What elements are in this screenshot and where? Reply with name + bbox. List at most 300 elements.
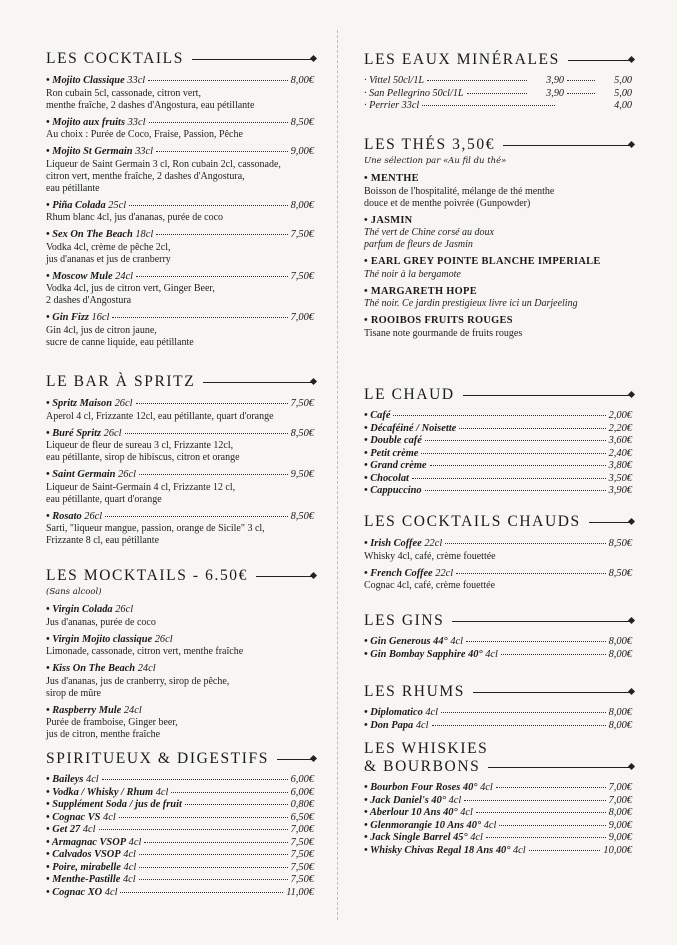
item-description: Cognac 4cl, café, crème fouettée: [364, 580, 496, 591]
menu-item: [46, 200, 314, 225]
item-price: 10,00€: [603, 844, 632, 856]
item-line: [46, 887, 314, 900]
item-size: 4cl: [482, 648, 498, 660]
item-name-text: • Aberlour 10 Ans 40°: [364, 807, 458, 818]
item-line: [46, 824, 314, 837]
item-line: [46, 787, 314, 800]
item-name: [364, 485, 422, 498]
item-line: [364, 215, 632, 228]
dot-leader: [105, 516, 287, 517]
dot-leader: [456, 573, 605, 574]
dot-leader: [425, 440, 606, 441]
dot-leader: [156, 234, 287, 235]
dot-leader: [432, 725, 606, 726]
item-name-text: • Chocolat: [364, 472, 409, 484]
dot-leader: [459, 428, 605, 429]
item-name-text: • Raspberry Mule: [46, 704, 122, 716]
item-name-text: • Don Papa: [364, 719, 414, 731]
item-price-large: 5,00: [614, 75, 632, 86]
dot-leader: [185, 804, 288, 805]
item-name: [364, 423, 456, 436]
item-size: 25cl: [105, 199, 127, 211]
item-name-text: • Armagnac VSOP: [46, 836, 127, 848]
menu-item: [46, 824, 314, 837]
item-description: Liqueur de Saint-Germain 4 cl, Frizzante 12 cl,: [46, 481, 236, 493]
item-description: parfum de fleurs de Jasmin: [364, 239, 473, 250]
item-size: 4cl: [467, 832, 483, 843]
item-name-text: · Vittel 50cl/1L: [364, 75, 425, 86]
section-title: LE BAR À SPRITZ: [46, 373, 314, 391]
item-line: [364, 845, 632, 858]
item-name-text: • Mojito St Germain: [46, 146, 133, 157]
item-name-text: • Piña Colada: [46, 199, 106, 211]
item-line: [364, 473, 632, 486]
dot-leader: [102, 779, 288, 780]
item-name: [46, 862, 136, 875]
dot-leader: [125, 433, 288, 434]
item-name-text: • Diplomatico: [364, 707, 423, 718]
item-name: [46, 705, 142, 718]
item-line: [364, 795, 632, 808]
menu-item: [46, 469, 314, 506]
item-line: [46, 774, 314, 787]
dot-leader: [421, 453, 605, 454]
item-line: [364, 256, 632, 269]
item-size: 4cl: [120, 874, 136, 885]
item-name: [46, 787, 168, 800]
item-name-text: • Décaféiné / Noisette: [364, 422, 457, 434]
item-name-text: • Menthe-Pastille: [46, 874, 121, 885]
item-line: [364, 286, 632, 299]
item-line: [364, 410, 632, 423]
item-description: douce et de menthe poivrée (Gunpowder): [364, 197, 531, 209]
item-price: 8,00€: [608, 719, 632, 731]
item-name-text: • Bourbon Four Roses 40°: [364, 782, 478, 793]
menu-item: [364, 448, 632, 461]
item-price: 2,40€: [608, 447, 632, 459]
item-description: Vodka 4cl, crème de pêche 2cl,: [46, 241, 171, 253]
item-price: 3,80€: [608, 460, 632, 471]
item-price: 3,90€: [608, 485, 632, 496]
item-size: 4cl: [445, 794, 462, 806]
item-price-large: 4,00: [614, 100, 632, 111]
item-size: 4cl: [153, 786, 169, 798]
dot-leader: [139, 879, 288, 880]
item-size: 4cl: [457, 807, 473, 818]
section-title: LES WHISKIES & BOURBONS: [364, 740, 632, 776]
item-name: [364, 707, 438, 720]
menu-item: [364, 286, 632, 311]
item-line: [364, 315, 632, 328]
item-line: [364, 75, 632, 88]
section-whiskies: [364, 740, 632, 857]
item-price: 7,50€: [290, 861, 314, 873]
section-rhums: [364, 683, 632, 732]
item-name: [46, 200, 126, 213]
menu-item: [364, 538, 632, 563]
section-title: LES EAUX MINÉRALES: [364, 51, 632, 69]
dot-leader: [412, 478, 606, 479]
item-name-text: • EARL GREY POINTE BLANCHE IMPERIALE: [364, 256, 601, 267]
item-name-text: · San Pellegrino 50cl/1L: [364, 87, 464, 99]
item-description: eau pétillante: [46, 182, 100, 194]
item-name-text: • Jack Single Barrel 45°: [364, 832, 468, 843]
section-spritz: [46, 373, 314, 547]
item-line: [364, 820, 632, 833]
item-price: 8,00€: [608, 807, 632, 818]
item-description: Liqueur de Saint Germain 3 cl, Ron cubain 2cl, cassonade,: [46, 158, 281, 170]
menu-item: [46, 887, 314, 900]
menu-item: [364, 782, 632, 795]
menu-item: [364, 636, 632, 649]
dot-leader: [393, 415, 605, 416]
item-name-text: • Cappuccino: [364, 485, 422, 496]
dot-leader: [120, 892, 283, 893]
item-name-text: • Virgin Colada: [46, 604, 113, 615]
item-size: 22cl: [432, 567, 454, 579]
item-line: [46, 117, 314, 130]
item-line: [364, 460, 632, 473]
item-name: [46, 887, 117, 900]
menu-item: [46, 229, 314, 266]
item-price: 9,00€: [608, 832, 632, 843]
item-line: [364, 485, 632, 498]
item-size: 4cl: [120, 849, 136, 860]
item-name-text: • MARGARETH HOPE: [364, 285, 477, 297]
item-description: Jus d'ananas, jus de cranberry, sirop de pêche,: [46, 675, 230, 687]
dot-leader: [149, 122, 288, 123]
item-name-text: • French Coffee: [364, 567, 433, 579]
item-name-text: • Gin Fizz: [46, 312, 89, 323]
item-description: 2 dashes d'Angostura: [46, 295, 132, 306]
item-line: [46, 812, 314, 825]
item-description: Boisson de l'hospitalité, mélange de thé menthe: [364, 185, 555, 197]
item-line: [46, 271, 314, 284]
item-name: [364, 832, 483, 845]
item-size: 4cl: [102, 886, 118, 898]
item-name: [46, 812, 116, 825]
item-size: 4cl: [510, 844, 526, 856]
item-line: [364, 100, 632, 113]
item-name-text: • Get 27: [46, 824, 81, 835]
menu-item: [46, 799, 314, 812]
item-name: [46, 117, 146, 130]
item-price: 7,00€: [290, 824, 314, 835]
item-price: 6,00€: [290, 786, 314, 798]
item-price: 7,50€: [290, 398, 314, 409]
item-size: 22cl: [421, 538, 443, 549]
item-name-text: • MENTHE: [364, 173, 419, 184]
section-title: LES MOCKTAILS - 6.50€: [46, 567, 314, 585]
menu-item: [46, 837, 314, 850]
item-description: Thé noir. Ce jardin prestigieux livre ici un Darjeeling: [364, 298, 578, 309]
dot-leader: [119, 817, 288, 818]
item-name-text: • Grand crème: [364, 460, 427, 471]
item-name: [364, 75, 424, 88]
item-description: Whisky 4cl, café, crème fouettée: [364, 550, 496, 562]
item-description: Jus d'ananas, purée de coco: [46, 616, 156, 628]
item-description: Frizzante 8 cl, eau pétillante: [46, 535, 160, 546]
item-price: 8,50€: [290, 116, 314, 128]
item-name-text: • Kiss On The Beach: [46, 663, 136, 674]
item-price: 7,00€: [608, 782, 632, 793]
section-title: SPIRITUEUX & DIGESTIFS: [46, 750, 314, 768]
menu-item: [46, 312, 314, 349]
item-name-text: • Cognac XO: [46, 886, 103, 898]
item-name: [46, 634, 173, 647]
item-price: 7,50€: [290, 229, 314, 240]
item-name: [46, 799, 182, 812]
column-divider: [337, 30, 338, 920]
section-chaud: [364, 386, 632, 498]
item-name: [46, 849, 136, 862]
menu-item: [364, 100, 632, 113]
item-line: [364, 649, 632, 662]
item-size: 18cl: [132, 229, 154, 240]
item-name: [46, 271, 133, 284]
item-name: [46, 469, 136, 482]
menu-item: [364, 88, 632, 101]
item-price-large: 5,00: [614, 87, 632, 99]
item-name: [364, 256, 601, 269]
item-price: 11,00€: [286, 886, 314, 898]
item-name-text: · Perrier 33cl: [364, 100, 420, 111]
item-size: 16cl: [88, 312, 110, 323]
menu-item: [46, 774, 314, 787]
dot-leader: [139, 867, 287, 868]
item-name-text: • Moscow Mule: [46, 270, 113, 282]
item-size: 4cl: [477, 782, 493, 793]
item-line: [364, 538, 632, 551]
item-name: [364, 845, 526, 858]
item-name: [364, 820, 496, 833]
menu-item: [364, 423, 632, 436]
item-description: Thé vert de Chine corsé au doux: [364, 227, 494, 238]
section-title: LES COCKTAILS CHAUDS: [364, 513, 632, 531]
item-name: [46, 824, 96, 837]
item-name: [46, 837, 141, 850]
item-price: 2,00€: [608, 410, 632, 421]
dot-leader: [501, 654, 606, 655]
item-name: [364, 286, 477, 299]
item-line: [46, 469, 314, 482]
item-name: [46, 428, 122, 441]
item-price: 7,00€: [608, 794, 632, 806]
item-name-text: • ROOIBOS FRUITS ROUGES: [364, 315, 513, 326]
item-price: 8,50€: [608, 567, 632, 579]
item-name: [46, 398, 133, 411]
item-name: [364, 215, 412, 228]
section-title: LES GINS: [364, 612, 632, 630]
item-name: [364, 460, 427, 473]
item-description: Thé noir à la bergamote: [364, 268, 461, 280]
item-price: 8,50€: [290, 510, 314, 522]
dot-leader: [422, 105, 555, 106]
item-line: [46, 799, 314, 812]
item-price: 9,50€: [290, 469, 314, 480]
menu-item: [364, 173, 632, 210]
dot-leader: [129, 205, 287, 206]
menu-item: [364, 707, 632, 720]
menu-item: [46, 146, 314, 195]
section-mocktails: [46, 567, 314, 741]
item-name: [46, 774, 99, 787]
item-price: 8,00€: [608, 707, 632, 718]
item-line: [364, 448, 632, 461]
menu-item: [364, 410, 632, 423]
item-price: 9,00€: [290, 146, 314, 157]
item-price: 3,50€: [608, 472, 632, 484]
item-name-text: • Poire, mirabelle: [46, 861, 121, 873]
section-title: LES RHUMS: [364, 683, 632, 701]
item-name: [364, 636, 463, 649]
menu-item: [46, 812, 314, 825]
item-line: [46, 663, 314, 676]
item-name-text: • Supplément Soda / jus de fruit: [46, 799, 182, 810]
item-name-text: • Gin Bombay Sapphire 40°: [364, 648, 483, 660]
item-size: 4cl: [83, 774, 99, 785]
menu-item: [46, 428, 314, 465]
item-name-text: • Glenmorangie 10 Ans 40°: [364, 819, 482, 831]
item-line: [46, 862, 314, 875]
item-description: jus d'ananas et jus de cranberry: [46, 253, 171, 265]
item-name-text: • Rosato: [46, 510, 82, 522]
section-subtitle: (Sans alcool): [46, 587, 102, 597]
item-name: [364, 720, 429, 733]
item-description: Rhum blanc 4cl, jus d'ananas, purée de coco: [46, 212, 224, 223]
item-description: sirop de mûre: [46, 687, 101, 699]
dot-leader: [496, 787, 606, 788]
dot-leader: [430, 465, 606, 466]
item-line: [46, 705, 314, 718]
item-price: 8,00€: [290, 199, 314, 211]
item-line: [364, 435, 632, 448]
item-name: [46, 511, 102, 524]
menu-item: [364, 845, 632, 858]
menu-item: [364, 75, 632, 88]
item-size: 24cl: [121, 704, 142, 716]
item-description: Sarti, "liqueur mangue, passion, orange de Sicile" 3 cl,: [46, 523, 265, 534]
item-name-text: • Mojito aux fruits: [46, 116, 125, 128]
menu-item: [364, 215, 632, 252]
item-name-text: • Petit crème: [364, 447, 419, 459]
item-size: 24cl: [135, 663, 156, 674]
item-name: [46, 146, 153, 159]
item-line: [364, 423, 632, 436]
item-line: [46, 849, 314, 862]
menu-item: [364, 485, 632, 498]
item-price: 3,60€: [608, 435, 632, 446]
menu-item: [364, 820, 632, 833]
section-title: LE CHAUD: [364, 386, 632, 404]
item-price: 8,50€: [290, 427, 314, 439]
item-line: [46, 511, 314, 524]
item-price-small: 3,90: [546, 87, 564, 99]
item-name: [46, 874, 136, 887]
item-name-text: • Whisky Chivas Regal 18 Ans 40°: [364, 844, 511, 856]
item-size: 26cl: [115, 469, 136, 480]
menu-item: [46, 849, 314, 862]
item-line: [364, 707, 632, 720]
item-description: Gin 4cl, jus de citron jaune,: [46, 324, 157, 336]
item-size: 4cl: [80, 824, 96, 835]
item-line: [364, 88, 632, 101]
item-description: menthe fraîche, 2 dashes d'Angostura, eau pétillante: [46, 99, 255, 111]
item-price: 7,00€: [290, 312, 314, 323]
dot-leader: [476, 812, 606, 813]
item-name: [46, 75, 145, 88]
item-price: 8,00€: [608, 648, 632, 660]
menu-item: [46, 271, 314, 308]
item-name: [364, 88, 464, 101]
item-line: [46, 398, 314, 411]
item-size: 26cl: [152, 633, 173, 645]
item-line: [46, 874, 314, 887]
item-name-text: • Calvados VSOP: [46, 849, 121, 860]
dot-leader: [139, 474, 288, 475]
dot-leader: [112, 317, 287, 318]
item-price: 8,00€: [290, 75, 314, 86]
menu-item: [46, 75, 314, 112]
item-price: 7,50€: [290, 270, 314, 282]
item-price: 9,00€: [608, 819, 632, 831]
dot-leader: [99, 829, 288, 830]
item-price: 7,50€: [290, 836, 314, 848]
item-price: 2,20€: [608, 422, 632, 434]
item-name: [46, 604, 133, 617]
section-title: LES THÉS 3,50€: [364, 136, 632, 154]
item-name: [364, 795, 461, 808]
item-description: Aperol 4 cl, Frizzante 12cl, eau pétillante, quart d'orange: [46, 410, 274, 422]
item-name-text: • Buré Spritz: [46, 427, 102, 439]
dot-leader: [441, 712, 606, 713]
item-name-text: • JASMIN: [364, 214, 413, 226]
item-name: [364, 173, 419, 186]
item-name: [364, 807, 473, 820]
dot-leader: [445, 543, 605, 544]
dot-leader: [139, 854, 288, 855]
menu-item: [46, 862, 314, 875]
dot-leader: [148, 80, 287, 81]
dot-leader: [427, 80, 527, 81]
item-name: [46, 229, 153, 242]
menu-item: [46, 663, 314, 700]
item-price: 8,50€: [608, 538, 632, 549]
item-line: [46, 634, 314, 647]
item-line: [46, 75, 314, 88]
item-description: sucre de canne liquide, eau pétillante: [46, 336, 194, 348]
item-name-text: • Double café: [364, 435, 422, 446]
menu-item: [364, 720, 632, 733]
item-name-text: • Mojito Classique: [46, 75, 125, 86]
menu-item: [364, 832, 632, 845]
menu-item: [364, 795, 632, 808]
item-size: 4cl: [100, 811, 116, 823]
item-size: 4cl: [447, 636, 464, 647]
item-name-text: • Sex On The Beach: [46, 229, 133, 240]
item-name-text: • Spritz Maison: [46, 398, 113, 409]
item-line: [364, 832, 632, 845]
item-line: [364, 636, 632, 649]
dot-leader: [567, 93, 595, 94]
item-size: 4cl: [413, 719, 429, 731]
item-price: 8,00€: [608, 636, 632, 647]
item-description: Purée de framboise, Ginger beer,: [46, 717, 178, 728]
dot-leader: [144, 842, 287, 843]
item-name-text: • Jack Daniel's 40°: [364, 794, 446, 806]
item-name: [46, 312, 109, 325]
item-name: [364, 473, 409, 486]
